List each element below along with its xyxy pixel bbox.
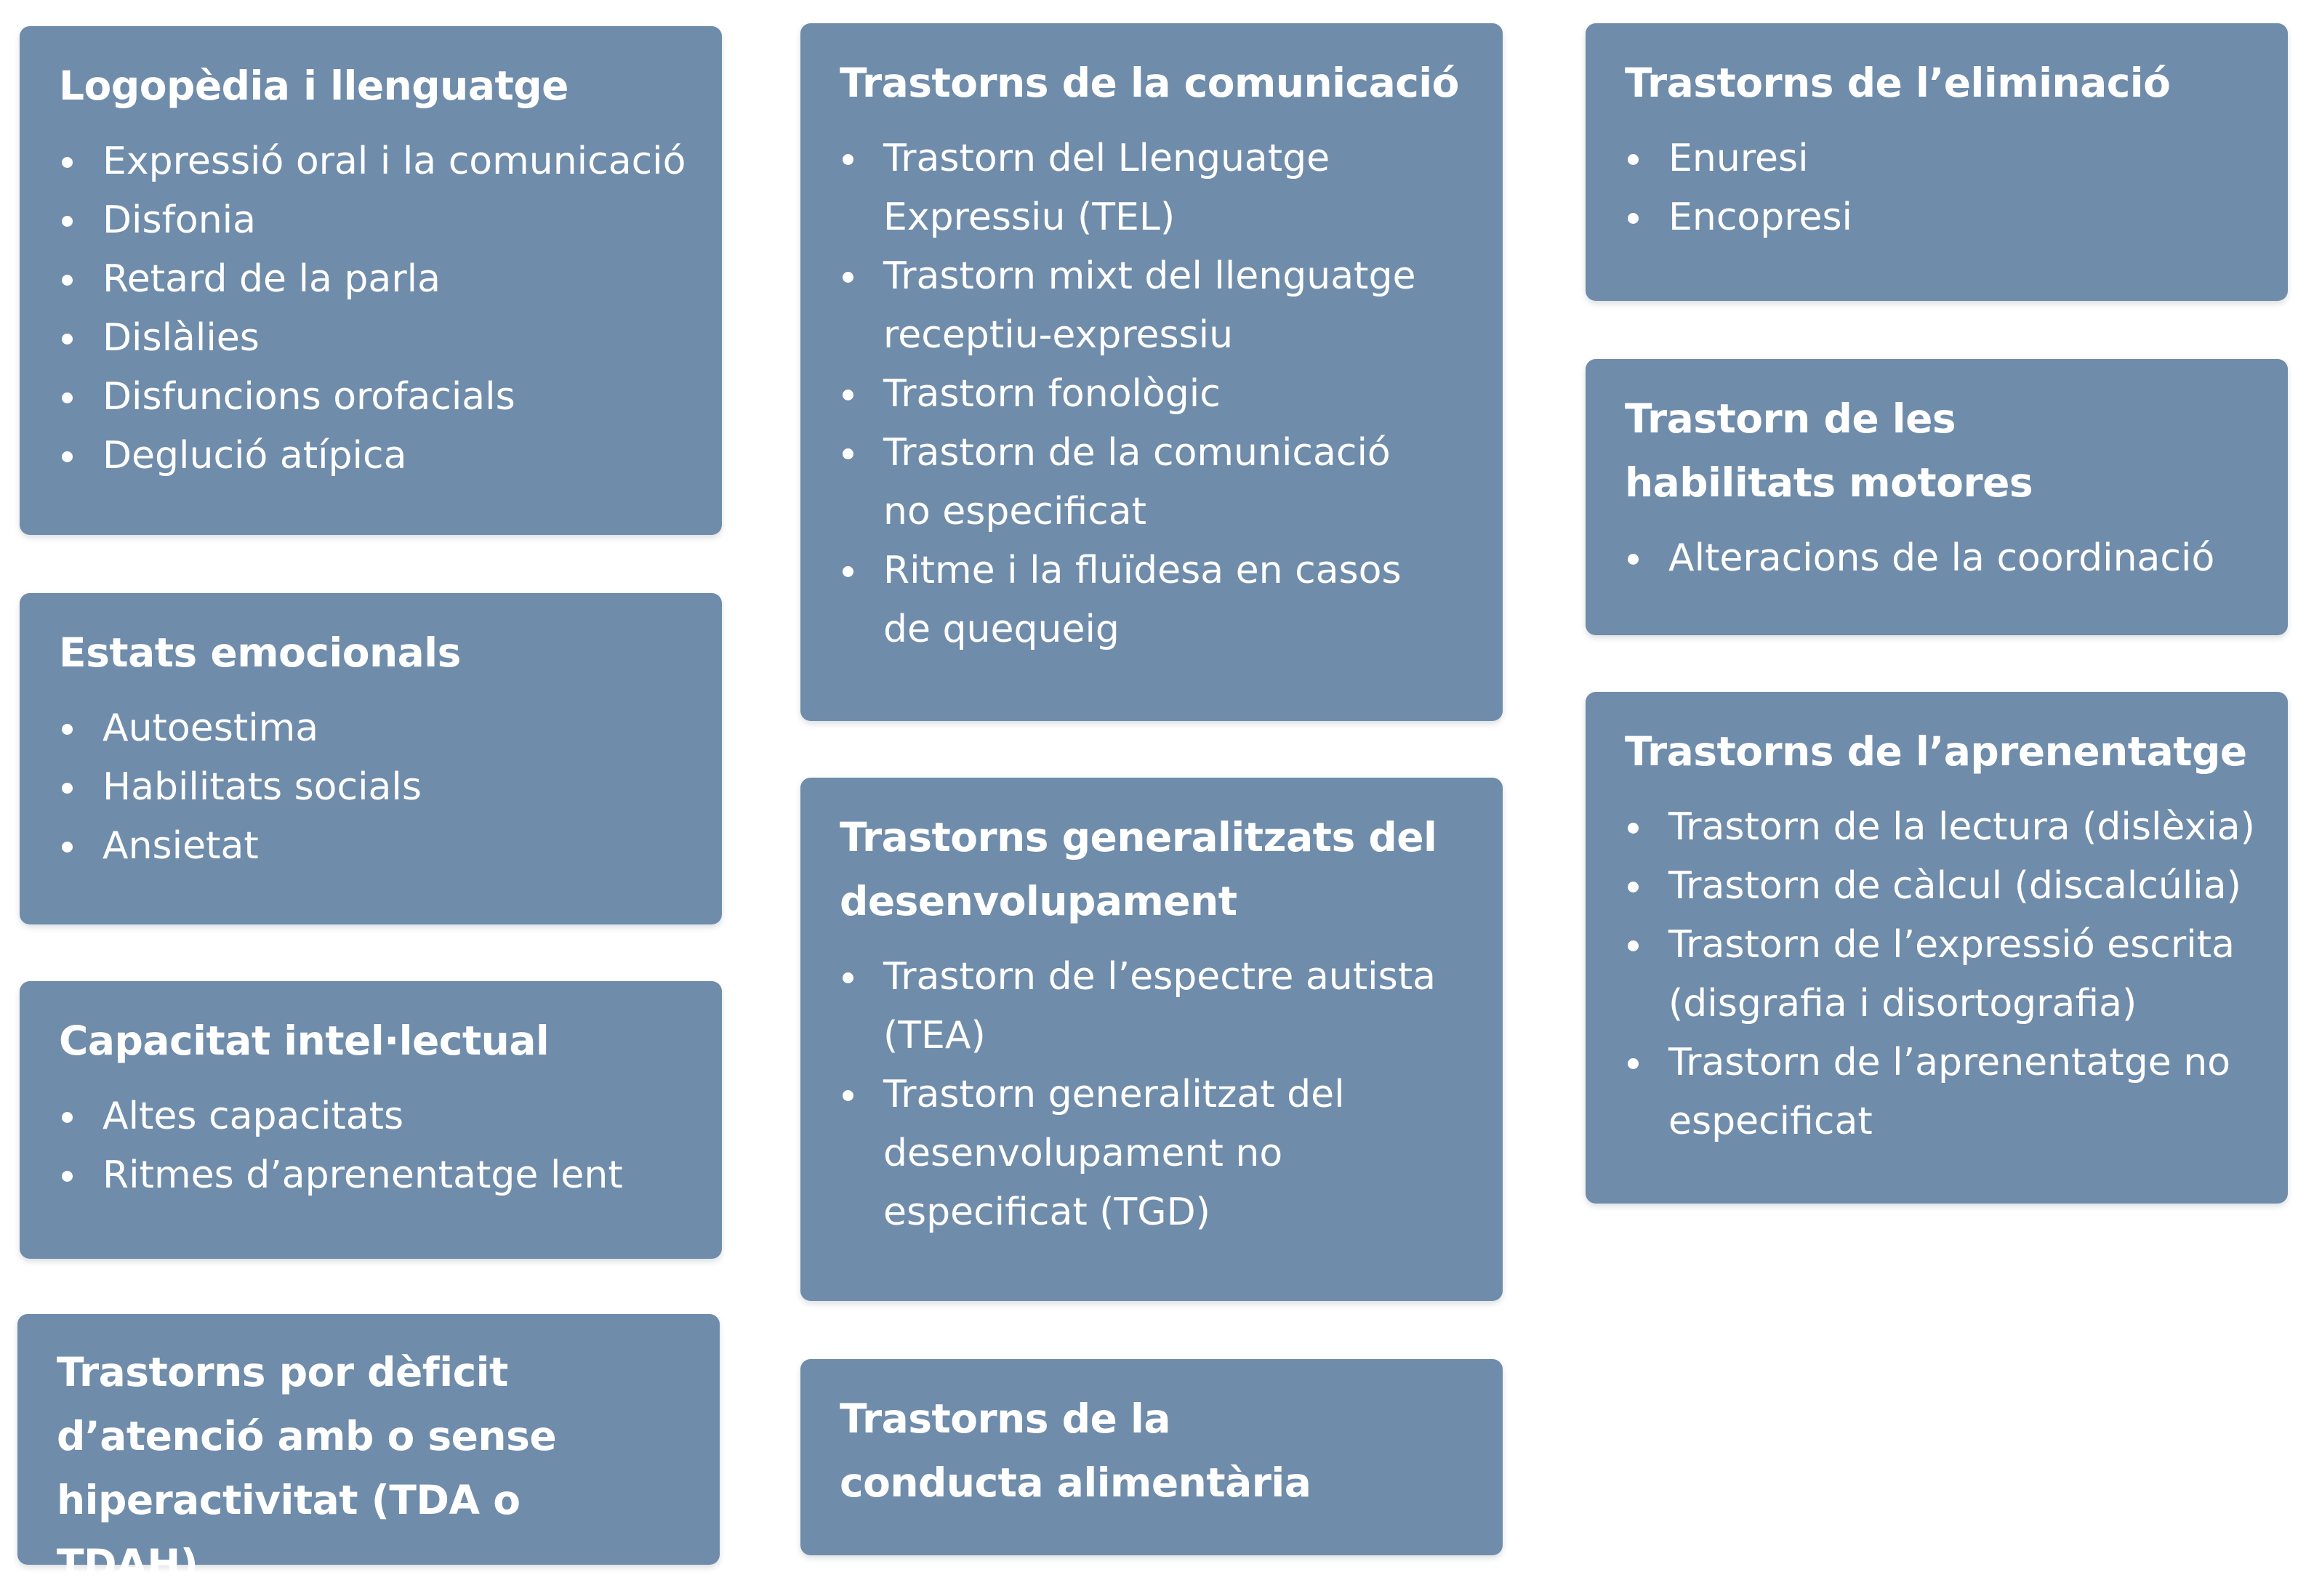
card-tdah bbox=[17, 1314, 720, 1587]
list-item: Expressió oral i la comunicació bbox=[59, 132, 693, 191]
list-item: Disfonia bbox=[59, 191, 693, 250]
item-list bbox=[1625, 529, 2259, 588]
list-item: Autoestima bbox=[59, 699, 693, 758]
card-trastorns-comunicacio bbox=[800, 23, 1503, 721]
card-conducta-alimentaria bbox=[800, 1359, 1503, 1555]
list-item: Trastorn fonològic bbox=[840, 365, 1430, 424]
list-item: Ritme i la fluïdesa en casos de quequeig bbox=[840, 541, 1430, 659]
card-title: Trastorn de les habilitats motores bbox=[1625, 395, 2033, 506]
item-list bbox=[1625, 129, 2259, 247]
list-item: Disfuncions orofacials bbox=[59, 368, 693, 427]
list-item: Habilitats socials bbox=[59, 758, 693, 817]
card-title: Estats emocionals bbox=[59, 629, 461, 676]
item-list bbox=[840, 948, 1474, 1242]
card-habilitats-motores bbox=[1586, 359, 2288, 635]
list-item: Altes capacitats bbox=[59, 1087, 693, 1146]
card-title: Logopèdia i llenguatge bbox=[59, 63, 569, 109]
list-item: Enuresi bbox=[1625, 129, 2259, 188]
list-item: Trastorn de la comunicació no especificat bbox=[840, 424, 1430, 541]
card-title: Trastorns por dèficit d’atenció amb o sense hiperactivitat (TDA o TDAH) bbox=[57, 1349, 557, 1587]
list-item: Alteracions de la coordinació bbox=[1625, 529, 2259, 588]
card-trastorns-generalitzats bbox=[800, 778, 1503, 1301]
list-item: Trastorn de l’espectre autista (TEA) bbox=[840, 948, 1474, 1065]
card-title: Trastorns generalitzats del desenvolupament bbox=[840, 814, 1437, 924]
card-title: Trastorns de l’eliminació bbox=[1625, 60, 2171, 106]
card-title: Trastorns de la conducta alimentària bbox=[840, 1395, 1311, 1506]
list-item: Trastorn de l’expressió escrita (disgrafia i disortografia) bbox=[1625, 916, 2259, 1033]
item-list bbox=[59, 1087, 693, 1205]
list-item: Ansietat bbox=[59, 817, 693, 876]
list-item: Trastorn generalitzat del desenvolupament no especificat (TGD) bbox=[840, 1065, 1474, 1242]
item-list bbox=[59, 699, 693, 876]
card-trastorns-aprenentatge bbox=[1586, 692, 2288, 1204]
card-trastorns-eliminacio bbox=[1586, 23, 2288, 301]
list-item: Trastorn mixt del llenguatge receptiu-expressiu bbox=[840, 247, 1430, 365]
list-item: Encopresi bbox=[1625, 188, 2259, 247]
list-item: Trastorn de càlcul (discalcúlia) bbox=[1625, 857, 2259, 916]
list-item: Retard de la parla bbox=[59, 250, 693, 309]
list-item: Trastorn del Llenguatge Expressiu (TEL) bbox=[840, 129, 1430, 247]
card-title: Capacitat intel·lectual bbox=[59, 1017, 550, 1064]
list-item: Ritmes d’aprenentatge lent bbox=[59, 1146, 693, 1205]
card-title: Trastorns de l’aprenentatge bbox=[1625, 728, 2247, 775]
list-item: Trastorn de la lectura (dislèxia) bbox=[1625, 798, 2259, 857]
list-item: Trastorn de l’aprenentatge no especificat bbox=[1625, 1033, 2259, 1151]
list-item: Deglució atípica bbox=[59, 427, 693, 485]
item-list bbox=[840, 129, 1474, 659]
list-item: Dislàlies bbox=[59, 309, 693, 368]
card-capacitat-intellectual bbox=[20, 981, 722, 1259]
card-estats-emocionals bbox=[20, 593, 722, 924]
item-list bbox=[1625, 798, 2259, 1151]
item-list bbox=[59, 132, 693, 485]
card-title: Trastorns de la comunicació bbox=[840, 60, 1459, 106]
card-logopedia bbox=[20, 26, 722, 535]
